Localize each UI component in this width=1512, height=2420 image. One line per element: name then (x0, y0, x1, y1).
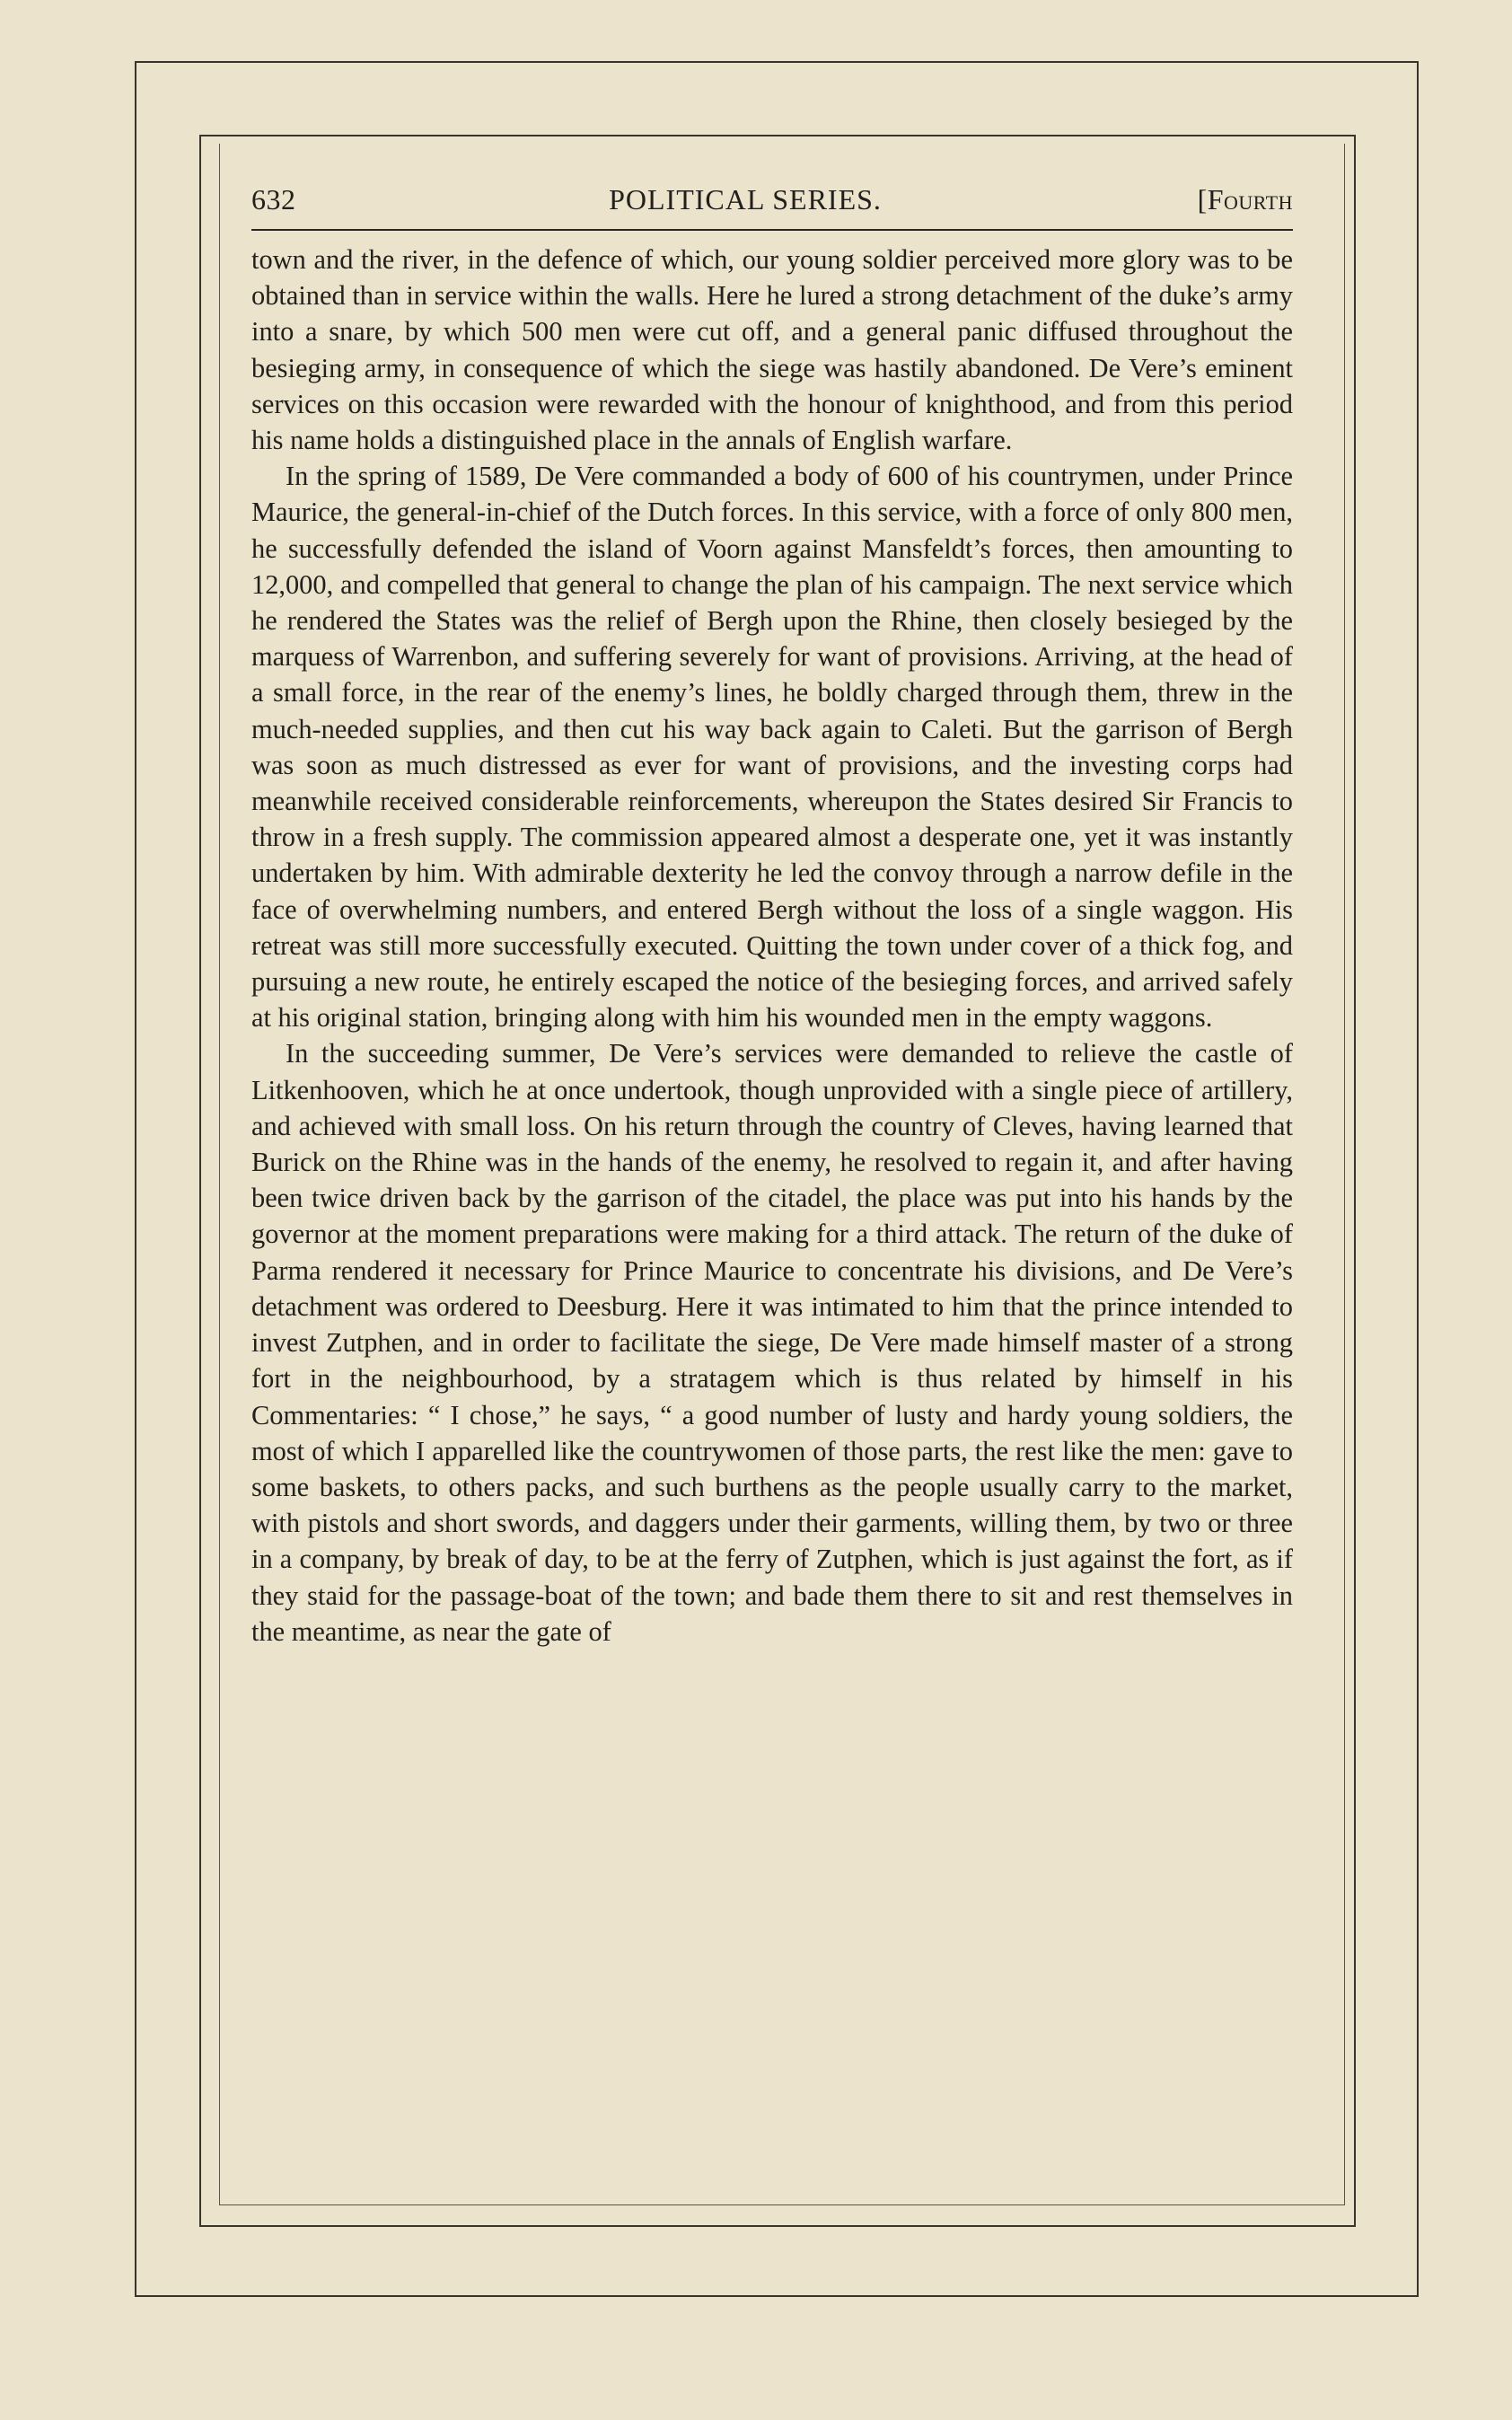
paragraph-3: In the succeeding summer, De Vere’s services were demanded to relieve the castle of Litkenhooven, which he at once undertook, though unprovided with a single piece of artillery, and achieved with small loss. On his return through the country of Cleves, having learned that Burick on the Rhine was in the hands of the enemy, he resolved to regain it, and after having been twice driven back by the garrison of the citadel, the place was put into his hands by the governor at the moment preparations were making for a third attack. The return of the duke of Parma rendered it necessary for Prince Maurice to concentrate his divisions, and De Vere’s detachment was ordered to Deesburg. Here it was intimated to him that the prince intended to invest Zutphen, and in order to facilitate the siege, De Vere made himself master of a strong fort in the neighbourhood, by a stratagem which is thus related by himself in his Commentaries: “ I chose,” he says, “ a good number of lusty and hardy young soldiers, the most of which I apparelled like the countrywomen of those parts, the rest like the men: gave to some baskets, to others packs, and such burthens as the people usually carry to the market, with pistols and short swords, and daggers under their garments, willing them, by two or three in a company, by break of day, to be at the ferry of Zutphen, which is just against the fort, as if they staid for the passage-boat of the town; and bade them there to sit and rest themselves in the meantime, as near the gate of (251, 1038, 1293, 1647)
paragraph-1: town and the river, in the defence of which, our young soldier perceived more glory was to be obtained than in service within the walls. Here he lured a strong detachment of the duke’s army into a snare, by which 500 men were cut off, and a general panic diffused throughout the besieging army, in consequence of which the siege was hastily abandoned. De Vere’s eminent services on this occasion were rewarded with the honour of knighthood, and from this period his name holds a distinguished place in the annals of English warfare. (251, 244, 1293, 456)
paragraph-2: In the spring of 1589, De Vere commanded a body of 600 of his countrymen, under Prince Maurice, the general-in-chief of the Dutch forces. In this service, with a force of only 800 men, he successfully defended the island of Voorn against Mansfeldt’s forces, then amounting to 12,000, and compelled that general to change the plan of his campaign. The next service which he rendered the States was the relief of Bergh upon the Rhine, then closely besieged by the marquess of Warrenbon, and suffering severely for want of provisions. Arriving, at the head of a small force, in the rear of the enemy’s lines, he boldly charged through them, threw in the much-needed supplies, and then cut his way back again to Caleti. But the garrison of Bergh was soon as much distressed as ever for want of provisions, and the investing corps had meanwhile received considerable reinforcements, whereupon the States desired Sir Francis to throw in a fresh supply. The commission appeared almost a desperate one, yet it was instantly undertaken by him. With admirable dexterity he led the convoy through a narrow defile in the face of overwhelming numbers, and entered Bergh without the loss of a single waggon. His retreat was still more successfully executed. Quitting the town under cover of a thick fog, and pursuing a new route, he entirely escaped the notice of the besieging forces, and arrived safely at his original station, bringing along with him his wounded men in the empty waggons. (251, 461, 1293, 1034)
running-title: POLITICAL SERIES. (609, 183, 882, 216)
page-header (251, 171, 1293, 231)
body-text (251, 242, 1293, 1650)
section-mark: [Fourth (1197, 183, 1293, 216)
page-body (251, 171, 1293, 1650)
page-number: 632 (251, 183, 296, 216)
